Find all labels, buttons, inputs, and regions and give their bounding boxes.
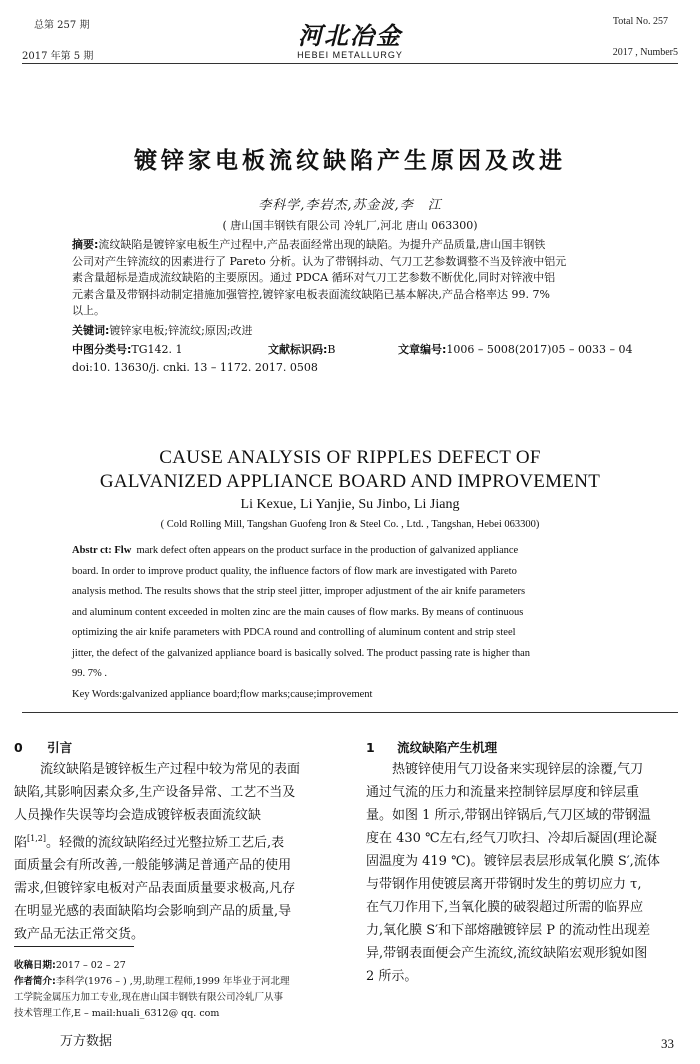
section1-line: 热镀锌使用气刀设备来实现锌层的涂覆,气刀: [392, 762, 644, 777]
abstract-cn-label: 摘要:: [72, 238, 99, 251]
section1-title: 流纹缺陷产生机理: [397, 740, 498, 755]
paper-title-en-line1: CAUSE ANALYSIS OF RIPPLES DEFECT OF: [159, 447, 541, 468]
section0-heading: [14, 738, 72, 756]
section1-number: 1: [366, 740, 375, 755]
section1-line: 在气刀作用下,当氧化膜的破裂超过所需的临界应: [366, 900, 644, 915]
author-bio-line: 技术管理工作,E – mail:huali_6312@ qq. com: [14, 1008, 220, 1019]
clc-value: TG142. 1: [131, 343, 183, 356]
footnote: [14, 958, 344, 1022]
keywords-en-text: galvanized appliance board;flow marks;cause;improvement: [122, 688, 373, 700]
section1-line: 度在 430 ℃左右,经气刀吹扫、冷却后凝固(理论凝: [366, 831, 657, 846]
citation: [1,2]: [27, 834, 46, 843]
doc-code-value: B: [327, 343, 336, 356]
journal-logo-en: HEBEI METALLURGY: [297, 50, 403, 60]
keywords-en-label: Key Words:: [72, 688, 122, 700]
article-no-label: 文章编号:: [398, 343, 447, 356]
watermark: 万方数据: [60, 1034, 113, 1049]
header-year-issue-cn: 2017 年第 5 期: [22, 51, 94, 62]
section0-line: 致产品无法正常交货。: [14, 927, 145, 943]
authors-cn: 李科学,李岩杰,苏金波,李 江: [258, 198, 442, 213]
section0-line: 缺陷,其影响因素众多,生产设备异常、工艺不当及: [14, 785, 296, 800]
abstract-cn-line: 公司对产生锌流纹的因素进行了 Pareto 分析。认为了带钢抖动、气刀工艺参数调整不当及锌液中铝元: [72, 254, 567, 268]
doc-code-label: 文献标识码:: [268, 343, 328, 356]
abstract-en-line: board. In order to improve product quality, the influence factors of flow mark are investigated with Pareto: [72, 565, 517, 577]
abstract-en-line: jitter, the defect of the galvanized appliance board is basically solved. The product passing rate is higher than: [72, 647, 531, 659]
received-label: 收稿日期:: [14, 960, 56, 971]
abstract-en-line: analysis method. The results shows that the strip steel jitter, improper adjustment of the air knife parameters: [72, 586, 526, 597]
abstract-cn-line: 以上。: [72, 304, 105, 317]
doi: doi:10. 13630/j. cnki. 13 – 1172. 2017. 0508: [72, 361, 318, 374]
article-no-value: 1006 – 5008(2017)05 – 0033 – 04: [446, 343, 633, 356]
section0-body: [14, 758, 336, 946]
paper-title-cn: 镀锌家电板流纹缺陷产生原因及改进: [134, 148, 566, 174]
section0-line: 在明显光感的表面缺陷均会影响到产品的质量,导: [14, 904, 292, 920]
received-date: 2017 – 02 – 27: [55, 960, 126, 971]
doc-code: [268, 342, 336, 359]
author-bio-line: 工学院金属压力加工专业,现在唐山国丰钢铁有限公司冷轧厂从事: [14, 992, 284, 1003]
abstract-cn-line: 元素含量及带钢抖动制定措施加强管控,镀锌家电板表面流纹缺陷已基本解决,产品合格率达 99. 7%: [72, 287, 550, 301]
authors-en: Li Kexue, Li Yanjie, Su Jinbo, Li Jiang: [240, 497, 460, 512]
section1-line: 通过气流的压力和流量来控制锌层厚度和锌层重: [366, 785, 640, 800]
section1-line: 固温度为 419 ℃)。镀锌层表层形成氧化膜 S′,流体: [366, 854, 660, 869]
article-number: [398, 342, 632, 359]
affiliation-cn: ( 唐山国丰钢铁有限公司 冷轧厂,河北 唐山 063300): [222, 219, 478, 232]
journal-logo-cn: 河北冶金: [298, 21, 402, 50]
section1-body: [366, 758, 688, 988]
section-rule: [22, 712, 678, 713]
section0-title: 引言: [47, 740, 73, 755]
section0-line: 陷: [14, 835, 28, 851]
abstract-cn-line: 素含量超标是造成流纹缺陷的主要原因。通过 PDCA 循环对气刀工艺参数不断优化,同时对锌液中铝: [72, 271, 556, 284]
header-total-no: Total No. 257: [612, 16, 668, 27]
keywords-cn-label: 关键词:: [72, 324, 110, 337]
header-rule: [22, 63, 678, 64]
keywords-cn-text: 镀锌家电板;锌流纹;原因;改进: [109, 324, 253, 337]
author-bio-line: 李科学(1976 – ) ,男,助理工程师,1999 年毕业于河北理: [55, 976, 290, 987]
section0-line: 需求,但镀锌家电板对产品表面质量要求极高,凡存: [14, 881, 296, 897]
page-number: 33: [661, 1036, 674, 1051]
abstract-en-line: 99. 7% .: [72, 668, 107, 679]
abstract-en-line: and aluminum content exceeded in molten zinc are the main causes of flow marks. By means of continuous: [72, 606, 524, 618]
author-bio-label: 作者简介:: [14, 976, 56, 987]
section0-number: 0: [14, 740, 23, 755]
section0-line: 。轻微的流纹缺陷经过光整拉矫工艺后,表: [45, 835, 285, 851]
section0-line: 流纹缺陷是镀锌板生产过程中较为常见的表面: [40, 762, 301, 777]
section0-line: 面质量会有所改善,一般能够满足普通产品的使用: [14, 858, 292, 874]
section1-line: 量。如图 1 所示,带钢出锌锅后,气刀区域的带钢温: [366, 808, 651, 823]
header-year-issue-en: 2017 , Number5: [612, 47, 678, 58]
keywords-cn: [72, 323, 253, 340]
section1-line: 与带钢作用使镀层离开带钢时发生的剪切应力 τ,: [366, 877, 642, 892]
abstract-en-label: Abstr ct: Flw: [72, 545, 132, 556]
abstract-cn: [72, 237, 632, 320]
section1-heading: [366, 738, 497, 756]
section1-line: 异,带钢表面便会产生流纹,流纹缺陷宏观形貌如图: [366, 946, 648, 961]
abstract-cn-line: 流纹缺陷是镀锌家电板生产过程中,产品表面经常出现的缺陷。为提升产品质量,唐山国丰钢铁: [98, 238, 546, 251]
clc-number: [72, 342, 183, 359]
header-issue-cn: 总第 257 期: [34, 20, 90, 31]
footnote-rule: [14, 946, 134, 947]
affiliation-en: ( Cold Rolling Mill, Tangshan Guofeng Iron & Steel Co. , Ltd. , Tangshan, Hebei 063300): [160, 519, 540, 530]
clc-label: 中图分类号:: [72, 343, 132, 356]
abstract-en: [72, 541, 642, 705]
section1-line: 力,氧化膜 S′和下部熔融镀锌层 P 的流动性出现差: [366, 923, 651, 938]
section1-line: 2 所示。: [366, 969, 418, 984]
abstract-en-line: optimizing the air knife parameters with PDCA round and controlling of aluminum content and strip steel: [72, 627, 516, 638]
section0-line: 人员操作失误等均会造成镀锌板表面流纹缺: [14, 808, 262, 823]
paper-title-en-line2: GALVANIZED APPLIANCE BOARD AND IMPROVEMENT: [99, 471, 601, 492]
abstract-en-line: mark defect often appears on the product surface in the production of galvanized appliance: [136, 545, 519, 556]
